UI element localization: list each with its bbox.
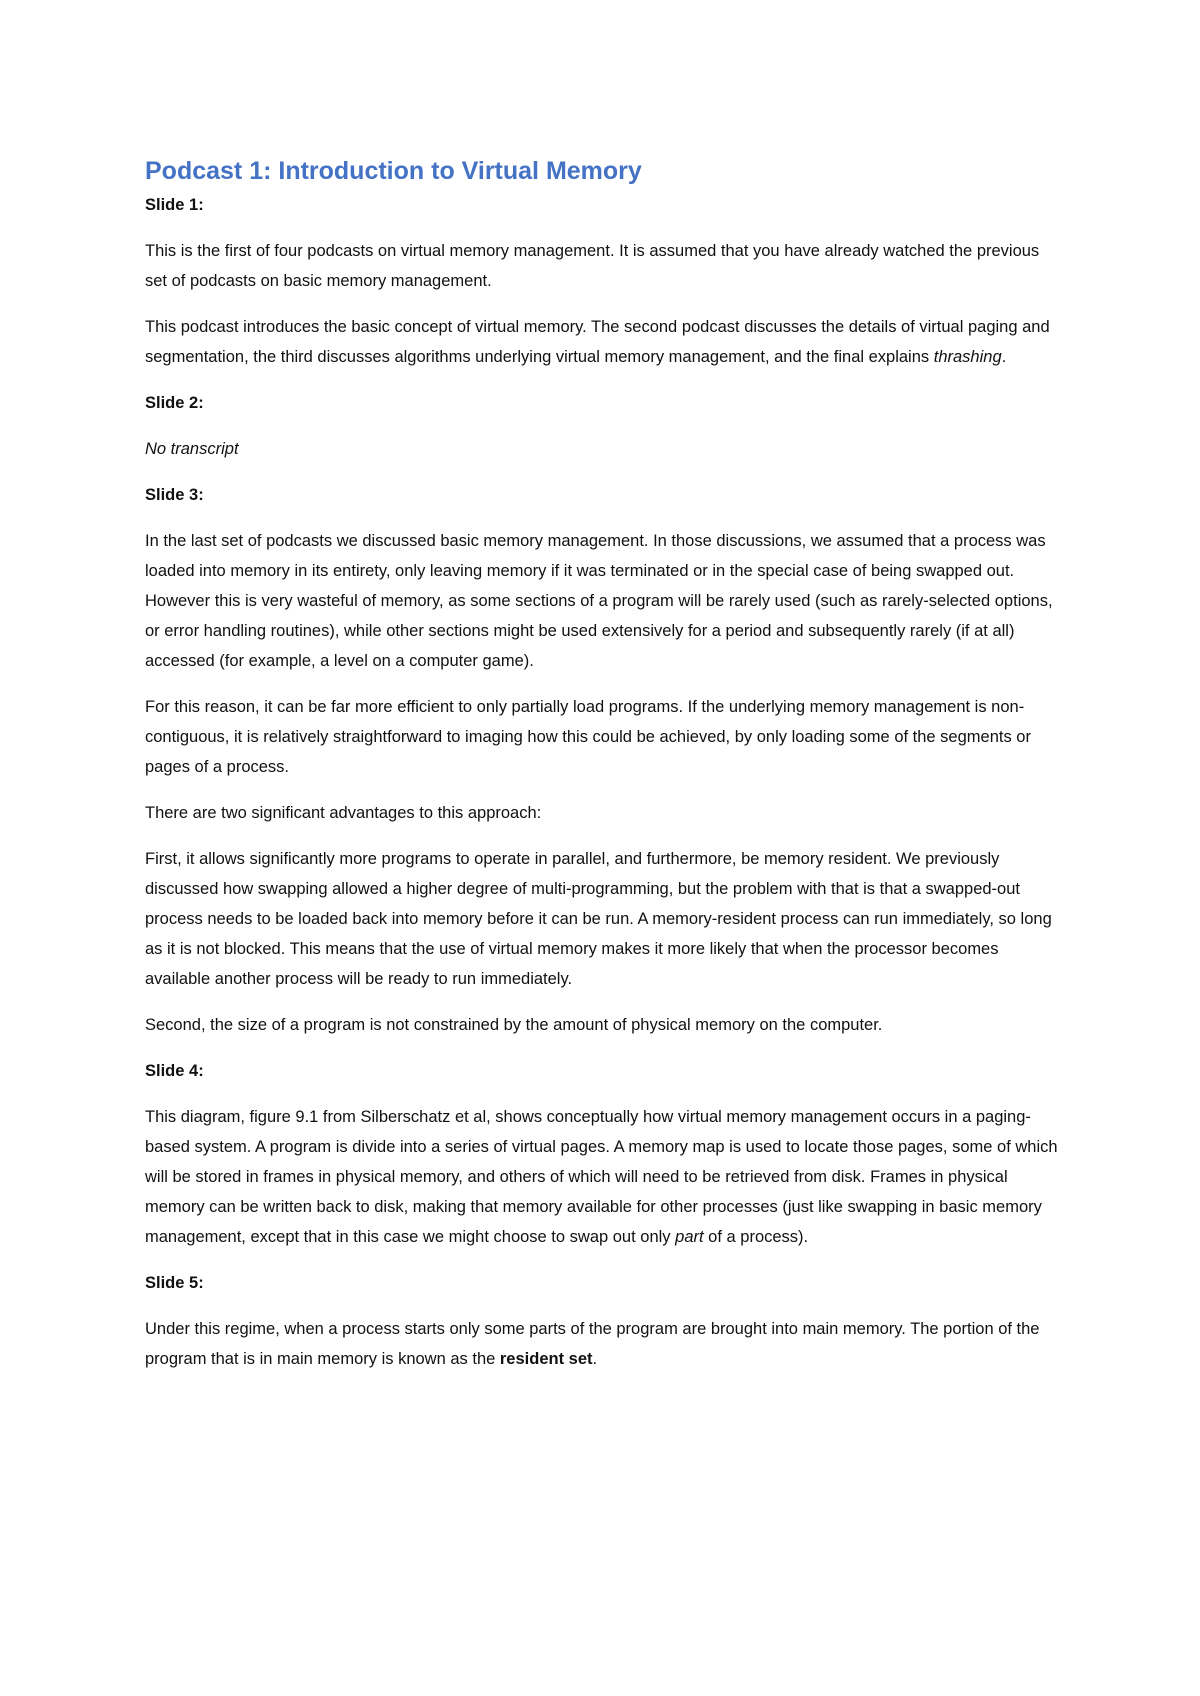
slide-heading-2: Slide 2: bbox=[145, 394, 204, 412]
paragraph: This podcast introduces the basic concept of virtual memory. The second podcast discusses the details of virtual paging and segmentation, the third discusses algorithms underlying virtual memory management, and the final explains thrashing. bbox=[145, 318, 1050, 366]
paragraph bbox=[145, 434, 1065, 464]
emphasis-part: part bbox=[675, 1228, 704, 1246]
slide-heading-4: Slide 4: bbox=[145, 1062, 204, 1080]
slide-heading-5: Slide 5: bbox=[145, 1274, 204, 1292]
no-transcript-note: No transcript bbox=[145, 440, 239, 458]
paragraph: There are two significant advantages to this approach: bbox=[145, 804, 542, 822]
slide-heading-1: Slide 1: bbox=[145, 196, 204, 214]
slide-heading-3: Slide 3: bbox=[145, 486, 204, 504]
emphasis-thrashing: thrashing bbox=[933, 348, 1002, 366]
paragraph: First, it allows significantly more programs to operate in parallel, and furthermore, be memory resident. We previously discussed how swapping allowed a higher degree of multi-programming, but the problem with that is that a swapped-out process needs to be loaded back into memory before it can be run. A memory-resident process can run immediately, so long as it is not blocked. This means that the use of virtual memory makes it more likely that when the processor becomes available another process will be ready to run immediately. bbox=[145, 850, 1052, 988]
paragraph: For this reason, it can be far more efficient to only partially load programs. If the underlying memory management is non-contiguous, it is relatively straightforward to imaging how this could be achieved, by only loading some of the segments or pages of a process. bbox=[145, 698, 1031, 776]
paragraph: This is the first of four podcasts on virtual memory management. It is assumed that you have already watched the previous set of podcasts on basic memory management. bbox=[145, 242, 1040, 290]
paragraph: This diagram, figure 9.1 from Silberschatz et al, shows conceptually how virtual memory management occurs in a paging-based system. A program is divide into a series of virtual pages. A memory map is used to locate those pages, some of which will be stored in frames in physical memory, and others of which will need to be retrieved from disk. Frames in physical memory can be written back to disk, making that memory available for other processes (just like swapping in basic memory management, except that in this case we might choose to swap out only part of a process). bbox=[145, 1108, 1058, 1246]
paragraph: In the last set of podcasts we discussed basic memory management. In those discussions, we assumed that a process was loaded into memory in its entirety, only leaving memory if it was terminated or in the special case of being swapped out. However this is very wasteful of memory, as some sections of a program will be rarely used (such as rarely-selected options, or error handling routines), while other sections might be used extensively for a period and subsequently rarely (if at all) accessed (for example, a level on a computer game). bbox=[145, 532, 1053, 670]
document-title: Podcast 1: Introduction to Virtual Memory bbox=[145, 157, 642, 185]
paragraph: Under this regime, when a process starts only some parts of the program are brought into main memory. The portion of the program that is in main memory is known as the resident set. bbox=[145, 1320, 1040, 1368]
document-page bbox=[145, 154, 1065, 1390]
paragraph: Second, the size of a program is not constrained by the amount of physical memory on the computer. bbox=[145, 1016, 883, 1034]
term-resident-set: resident set bbox=[499, 1350, 593, 1368]
